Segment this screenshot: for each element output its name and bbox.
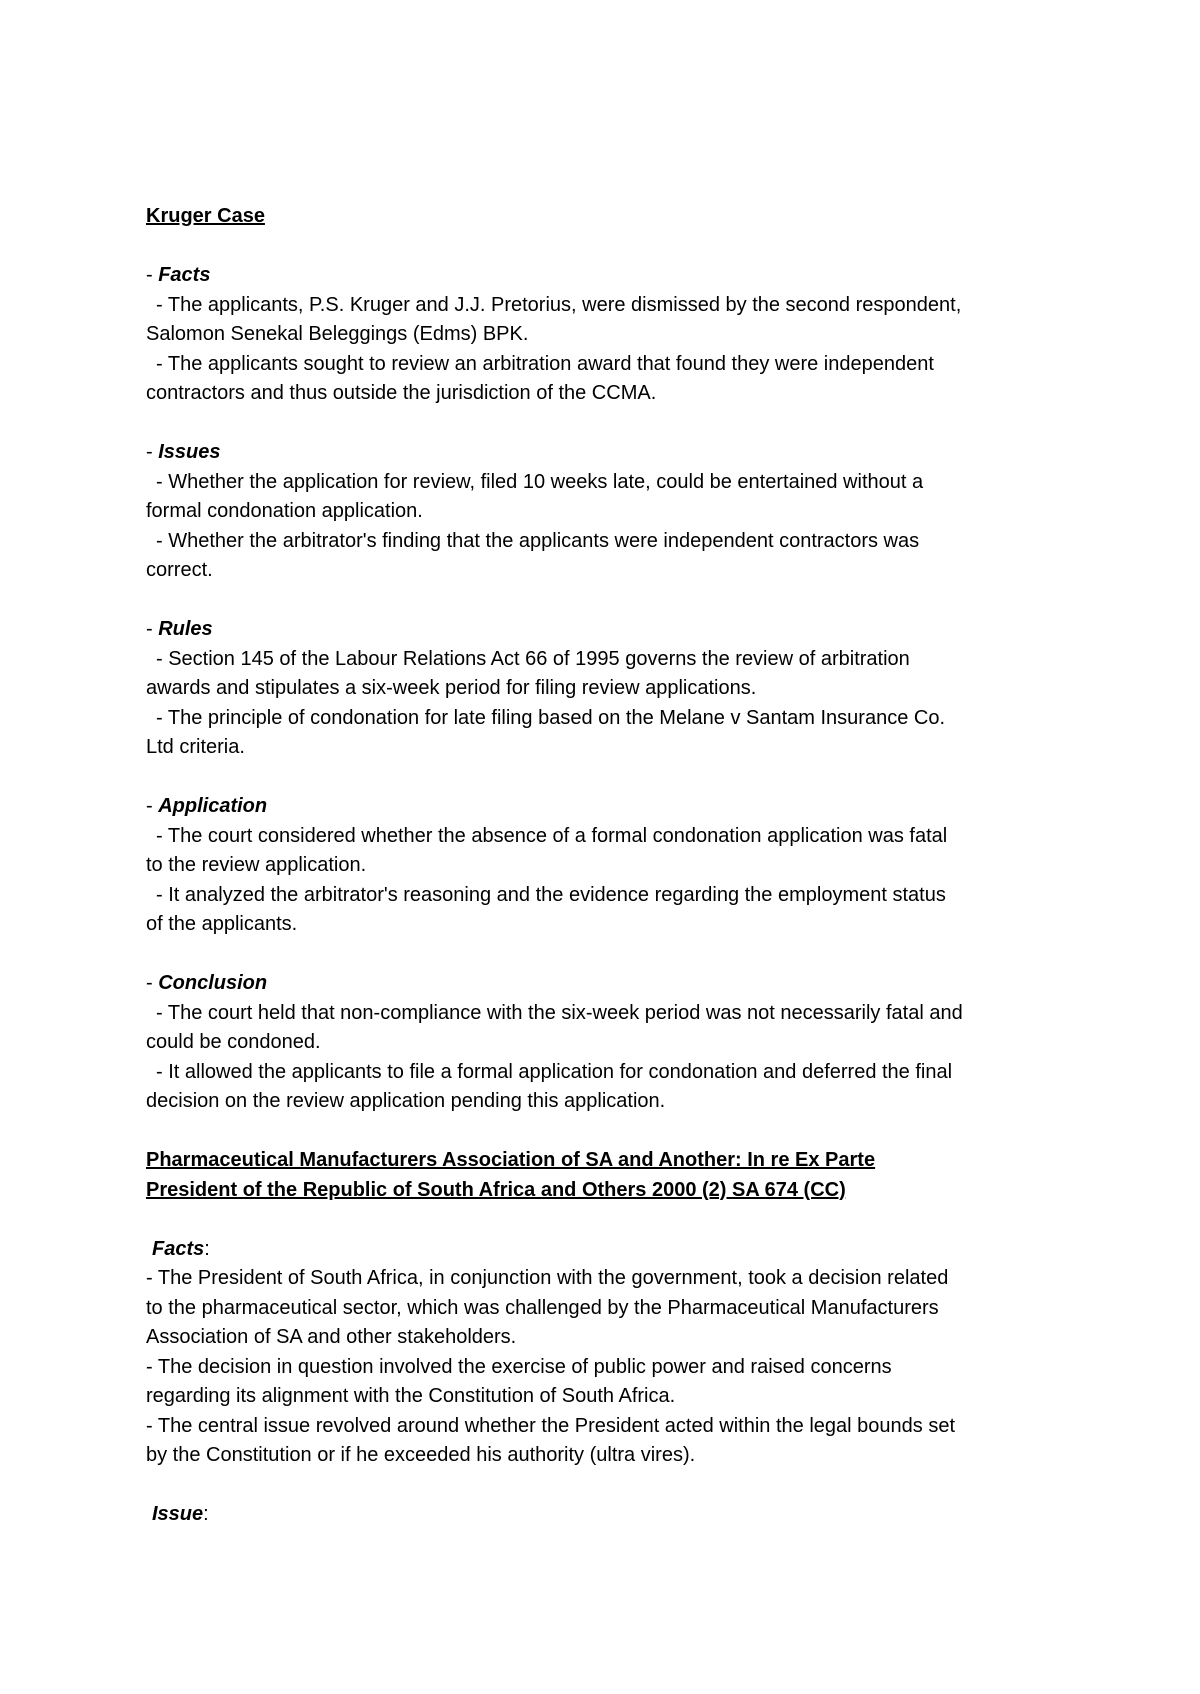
paragraph-line: - The applicants sought to review an arbitration award that found they were independent bbox=[156, 352, 934, 375]
heading-text: Facts bbox=[152, 1237, 205, 1260]
heading-text: Rules bbox=[158, 618, 213, 640]
paragraph-line: by the Constitution or if he exceeded his authority (ultra vires). bbox=[146, 1444, 696, 1466]
colon: : bbox=[203, 1503, 209, 1525]
paragraph-line: - The decision in question involved the exercise of public power and raised concerns bbox=[146, 1355, 892, 1378]
paragraph-line: - It analyzed the arbitrator's reasoning and the evidence regarding the employment status bbox=[156, 883, 946, 906]
paragraph-line: - Section 145 of the Labour Relations Act 66 of 1995 governs the review of arbitration bbox=[156, 647, 910, 670]
section-heading-application bbox=[146, 792, 1066, 822]
section-heading-rules bbox=[146, 615, 1066, 645]
paragraph-line: - Whether the application for review, filed 10 weeks late, could be entertained without a bbox=[156, 470, 924, 493]
paragraph-line: correct. bbox=[146, 559, 213, 581]
paragraph-line: formal condonation application. bbox=[146, 500, 423, 522]
spacer bbox=[146, 1205, 1066, 1235]
spacer bbox=[146, 232, 1066, 262]
heading-text: Application bbox=[158, 795, 268, 817]
case-title-pharma-line-1: Pharmaceutical Manufacturers Association of SA and Another: In re Ex Parte bbox=[146, 1149, 876, 1171]
paragraph-line: awards and stipulates a six-week period for filing review applications. bbox=[146, 677, 757, 699]
paragraph-line: - It allowed the applicants to file a formal application for condonation and deferred the final bbox=[156, 1060, 953, 1083]
colon: : bbox=[204, 1237, 210, 1260]
paragraph-line: - The principle of condonation for late filing based on the Melane v Santam Insurance Co. bbox=[156, 706, 945, 729]
paragraph-line: decision on the review application pending this application. bbox=[146, 1090, 666, 1112]
spacer bbox=[146, 409, 1066, 439]
heading-text: Issue bbox=[152, 1503, 204, 1525]
section-heading-issues bbox=[146, 438, 1066, 468]
section-heading-facts-pharma bbox=[146, 1235, 1066, 1265]
heading-text: Conclusion bbox=[158, 972, 268, 994]
heading-text: Issues bbox=[158, 441, 221, 463]
case-title-kruger: Kruger Case bbox=[146, 205, 265, 227]
paragraph-line: - The court considered whether the absence of a formal condonation application was fatal bbox=[156, 824, 948, 847]
paragraph-line: - Whether the arbitrator's finding that the applicants were independent contractors was bbox=[156, 529, 920, 552]
paragraph-line: Ltd criteria. bbox=[146, 736, 245, 758]
dash: - bbox=[146, 618, 159, 640]
spacer bbox=[146, 940, 1066, 970]
section-heading-facts bbox=[146, 261, 1066, 291]
heading-text: Facts bbox=[158, 264, 211, 286]
paragraph-line: Association of SA and other stakeholders. bbox=[146, 1326, 517, 1348]
paragraph-line: could be condoned. bbox=[146, 1031, 321, 1053]
document-page bbox=[146, 202, 1066, 1530]
paragraph-line: - The court held that non-compliance with the six-week period was not necessarily fatal and bbox=[156, 1001, 963, 1024]
paragraph-line: - The applicants, P.S. Kruger and J.J. Pretorius, were dismissed by the second respondent, bbox=[156, 293, 962, 316]
paragraph-line: to the pharmaceutical sector, which was challenged by the Pharmaceutical Manufacturers bbox=[146, 1296, 939, 1319]
spacer bbox=[146, 1117, 1066, 1147]
case-title-pharma-line-2: President of the Republic of South Africa and Others 2000 (2) SA 674 (CC) bbox=[146, 1178, 846, 1201]
paragraph-line: - The central issue revolved around whether the President acted within the legal bounds set bbox=[146, 1414, 956, 1437]
spacer bbox=[146, 763, 1066, 793]
dash: - bbox=[146, 441, 159, 463]
section-heading-conclusion bbox=[146, 969, 1066, 999]
spacer bbox=[146, 1471, 1066, 1501]
paragraph-line: contractors and thus outside the jurisdiction of the CCMA. bbox=[146, 382, 657, 404]
dash: - bbox=[146, 972, 159, 994]
paragraph-line: to the review application. bbox=[146, 854, 367, 876]
paragraph-line: Salomon Senekal Beleggings (Edms) BPK. bbox=[146, 323, 529, 345]
dash: - bbox=[146, 264, 159, 286]
paragraph-line: regarding its alignment with the Constitution of South Africa. bbox=[146, 1385, 676, 1407]
paragraph-line: - The President of South Africa, in conjunction with the government, took a decision related bbox=[146, 1267, 949, 1289]
section-heading-issue-pharma bbox=[146, 1500, 1066, 1530]
spacer bbox=[146, 586, 1066, 616]
paragraph-line: of the applicants. bbox=[146, 913, 298, 935]
dash: - bbox=[146, 795, 159, 817]
